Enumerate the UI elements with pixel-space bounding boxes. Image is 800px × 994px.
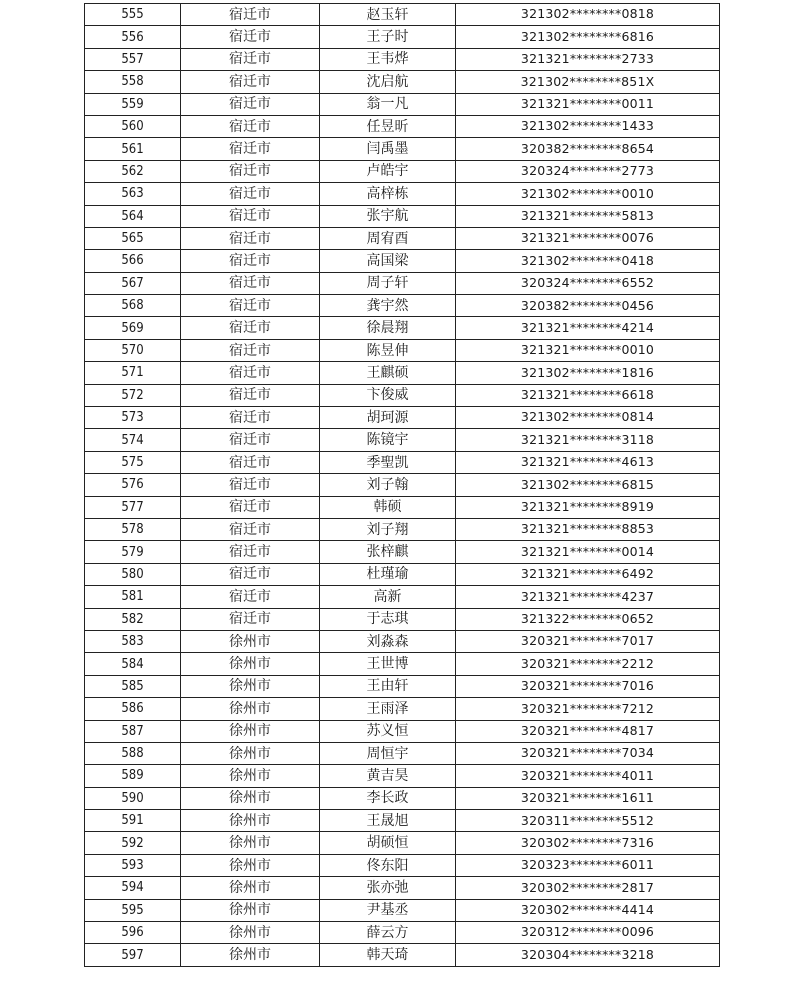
row-number-cell: 565	[85, 227, 181, 249]
person-name-cell: 周恒宇	[320, 742, 456, 764]
city-cell: 宿迁市	[181, 429, 320, 451]
person-name-cell: 王麒硕	[320, 362, 456, 384]
id-number-cell: 321302********1816	[456, 362, 720, 384]
table-row	[85, 384, 720, 406]
table-row	[85, 742, 720, 764]
table-row	[85, 317, 720, 339]
person-name-cell: 黄吉昊	[320, 765, 456, 787]
person-name-cell: 徐晨翔	[320, 317, 456, 339]
id-number-cell: 321321********4237	[456, 586, 720, 608]
person-name-cell: 陈镜宇	[320, 429, 456, 451]
id-number-cell: 320321********7034	[456, 742, 720, 764]
city-cell: 宿迁市	[181, 295, 320, 317]
city-cell: 宿迁市	[181, 451, 320, 473]
city-cell: 宿迁市	[181, 518, 320, 540]
table-row	[85, 630, 720, 652]
id-number-cell: 320324********6552	[456, 272, 720, 294]
row-number-cell: 566	[85, 250, 181, 272]
table-row	[85, 653, 720, 675]
city-cell: 宿迁市	[181, 26, 320, 48]
person-name-cell: 刘淼森	[320, 630, 456, 652]
person-name-cell: 周宥酉	[320, 227, 456, 249]
id-number-cell: 320321********2212	[456, 653, 720, 675]
id-number-cell: 321321********6618	[456, 384, 720, 406]
table-row	[85, 138, 720, 160]
table-row	[85, 563, 720, 585]
id-number-cell: 321321********0014	[456, 541, 720, 563]
table-row	[85, 608, 720, 630]
table-row	[85, 183, 720, 205]
id-number-cell: 320302********4414	[456, 899, 720, 921]
row-number-cell: 587	[85, 720, 181, 742]
row-number-cell: 578	[85, 518, 181, 540]
city-cell: 宿迁市	[181, 48, 320, 70]
city-cell: 宿迁市	[181, 362, 320, 384]
row-number-cell: 589	[85, 765, 181, 787]
row-number-cell: 579	[85, 541, 181, 563]
city-cell: 宿迁市	[181, 317, 320, 339]
person-name-cell: 张亦弛	[320, 877, 456, 899]
id-number-cell: 320323********6011	[456, 854, 720, 876]
table-row	[85, 71, 720, 93]
person-name-cell: 赵玉轩	[320, 4, 456, 26]
city-cell: 宿迁市	[181, 474, 320, 496]
person-name-cell: 尹基丞	[320, 899, 456, 921]
city-cell: 宿迁市	[181, 339, 320, 361]
person-name-cell: 翁一凡	[320, 93, 456, 115]
id-number-cell: 321302********0418	[456, 250, 720, 272]
person-name-cell: 闫禹墨	[320, 138, 456, 160]
city-cell: 徐州市	[181, 832, 320, 854]
id-number-cell: 321321********0076	[456, 227, 720, 249]
table-row	[85, 854, 720, 876]
id-number-cell: 320302********7316	[456, 832, 720, 854]
table-row	[85, 205, 720, 227]
row-number-cell: 555	[85, 4, 181, 26]
city-cell: 徐州市	[181, 675, 320, 697]
person-name-cell: 龚宇然	[320, 295, 456, 317]
roster-table	[84, 3, 720, 967]
id-number-cell: 321321********2733	[456, 48, 720, 70]
city-cell: 宿迁市	[181, 586, 320, 608]
id-number-cell: 321302********6816	[456, 26, 720, 48]
row-number-cell: 593	[85, 854, 181, 876]
table-row	[85, 339, 720, 361]
city-cell: 宿迁市	[181, 384, 320, 406]
id-number-cell: 320321********7212	[456, 698, 720, 720]
row-number-cell: 559	[85, 93, 181, 115]
person-name-cell: 刘子翰	[320, 474, 456, 496]
city-cell: 宿迁市	[181, 563, 320, 585]
person-name-cell: 王子时	[320, 26, 456, 48]
city-cell: 宿迁市	[181, 205, 320, 227]
person-name-cell: 王雨泽	[320, 698, 456, 720]
row-number-cell: 583	[85, 630, 181, 652]
person-name-cell: 高梓栋	[320, 183, 456, 205]
city-cell: 宿迁市	[181, 93, 320, 115]
roster-table-body	[85, 4, 720, 967]
city-cell: 宿迁市	[181, 138, 320, 160]
table-row	[85, 115, 720, 137]
table-row	[85, 362, 720, 384]
table-row	[85, 765, 720, 787]
id-number-cell: 321302********0010	[456, 183, 720, 205]
row-number-cell: 577	[85, 496, 181, 518]
row-number-cell: 592	[85, 832, 181, 854]
id-number-cell: 320324********2773	[456, 160, 720, 182]
city-cell: 宿迁市	[181, 272, 320, 294]
person-name-cell: 王韦烨	[320, 48, 456, 70]
id-number-cell: 321302********0818	[456, 4, 720, 26]
row-number-cell: 572	[85, 384, 181, 406]
row-number-cell: 571	[85, 362, 181, 384]
table-row	[85, 922, 720, 944]
table-row	[85, 899, 720, 921]
row-number-cell: 568	[85, 295, 181, 317]
id-number-cell: 320311********5512	[456, 810, 720, 832]
row-number-cell: 563	[85, 183, 181, 205]
person-name-cell: 薛云方	[320, 922, 456, 944]
city-cell: 宿迁市	[181, 608, 320, 630]
id-number-cell: 321321********8919	[456, 496, 720, 518]
row-number-cell: 581	[85, 586, 181, 608]
city-cell: 徐州市	[181, 944, 320, 966]
id-number-cell: 320321********4011	[456, 765, 720, 787]
city-cell: 徐州市	[181, 698, 320, 720]
id-number-cell: 321321********5813	[456, 205, 720, 227]
row-number-cell: 582	[85, 608, 181, 630]
table-row	[85, 272, 720, 294]
person-name-cell: 卢皓宇	[320, 160, 456, 182]
row-number-cell: 557	[85, 48, 181, 70]
id-number-cell: 321321********4214	[456, 317, 720, 339]
person-name-cell: 高国梁	[320, 250, 456, 272]
city-cell: 宿迁市	[181, 4, 320, 26]
id-number-cell: 321321********0011	[456, 93, 720, 115]
row-number-cell: 574	[85, 429, 181, 451]
id-number-cell: 321322********0652	[456, 608, 720, 630]
row-number-cell: 580	[85, 563, 181, 585]
id-number-cell: 320321********1611	[456, 787, 720, 809]
person-name-cell: 王世博	[320, 653, 456, 675]
row-number-cell: 584	[85, 653, 181, 675]
id-number-cell: 320321********4817	[456, 720, 720, 742]
city-cell: 徐州市	[181, 810, 320, 832]
city-cell: 徐州市	[181, 765, 320, 787]
person-name-cell: 王晟旭	[320, 810, 456, 832]
table-row	[85, 787, 720, 809]
table-row	[85, 295, 720, 317]
table-row	[85, 832, 720, 854]
table-row	[85, 250, 720, 272]
person-name-cell: 杜瑾瑜	[320, 563, 456, 585]
person-name-cell: 周子轩	[320, 272, 456, 294]
person-name-cell: 胡硕恒	[320, 832, 456, 854]
table-row	[85, 877, 720, 899]
city-cell: 徐州市	[181, 854, 320, 876]
person-name-cell: 佟东阳	[320, 854, 456, 876]
city-cell: 宿迁市	[181, 227, 320, 249]
city-cell: 宿迁市	[181, 250, 320, 272]
table-row	[85, 429, 720, 451]
row-number-cell: 556	[85, 26, 181, 48]
id-number-cell: 321321********6492	[456, 563, 720, 585]
row-number-cell: 597	[85, 944, 181, 966]
table-row	[85, 944, 720, 966]
city-cell: 宿迁市	[181, 115, 320, 137]
row-number-cell: 596	[85, 922, 181, 944]
city-cell: 宿迁市	[181, 496, 320, 518]
row-number-cell: 588	[85, 742, 181, 764]
person-name-cell: 胡珂源	[320, 407, 456, 429]
row-number-cell: 560	[85, 115, 181, 137]
person-name-cell: 任昱昕	[320, 115, 456, 137]
person-name-cell: 季聖凯	[320, 451, 456, 473]
city-cell: 徐州市	[181, 630, 320, 652]
person-name-cell: 王由轩	[320, 675, 456, 697]
city-cell: 徐州市	[181, 742, 320, 764]
table-row	[85, 675, 720, 697]
table-row	[85, 518, 720, 540]
table-row	[85, 474, 720, 496]
row-number-cell: 567	[85, 272, 181, 294]
id-number-cell: 320382********0456	[456, 295, 720, 317]
row-number-cell: 586	[85, 698, 181, 720]
row-number-cell: 562	[85, 160, 181, 182]
id-number-cell: 321302********1433	[456, 115, 720, 137]
table-row	[85, 496, 720, 518]
city-cell: 徐州市	[181, 922, 320, 944]
id-number-cell: 320321********7016	[456, 675, 720, 697]
city-cell: 徐州市	[181, 653, 320, 675]
row-number-cell: 573	[85, 407, 181, 429]
table-row	[85, 227, 720, 249]
row-number-cell: 570	[85, 339, 181, 361]
id-number-cell: 321302********851X	[456, 71, 720, 93]
row-number-cell: 564	[85, 205, 181, 227]
person-name-cell: 于志琪	[320, 608, 456, 630]
id-number-cell: 320321********7017	[456, 630, 720, 652]
table-row	[85, 4, 720, 26]
table-row	[85, 93, 720, 115]
row-number-cell: 575	[85, 451, 181, 473]
id-number-cell: 321321********4613	[456, 451, 720, 473]
row-number-cell: 595	[85, 899, 181, 921]
person-name-cell: 苏义恒	[320, 720, 456, 742]
person-name-cell: 张梓麒	[320, 541, 456, 563]
table-row	[85, 810, 720, 832]
person-name-cell: 李长政	[320, 787, 456, 809]
row-number-cell: 576	[85, 474, 181, 496]
person-name-cell: 刘子翔	[320, 518, 456, 540]
person-name-cell: 卞俊威	[320, 384, 456, 406]
id-number-cell: 321302********0814	[456, 407, 720, 429]
city-cell: 徐州市	[181, 899, 320, 921]
id-number-cell: 321321********8853	[456, 518, 720, 540]
person-name-cell: 陈昱伸	[320, 339, 456, 361]
id-number-cell: 321321********3118	[456, 429, 720, 451]
id-number-cell: 320382********8654	[456, 138, 720, 160]
city-cell: 徐州市	[181, 877, 320, 899]
row-number-cell: 558	[85, 71, 181, 93]
person-name-cell: 沈启航	[320, 71, 456, 93]
person-name-cell: 韩天琦	[320, 944, 456, 966]
city-cell: 宿迁市	[181, 71, 320, 93]
city-cell: 宿迁市	[181, 160, 320, 182]
row-number-cell: 594	[85, 877, 181, 899]
id-number-cell: 320304********3218	[456, 944, 720, 966]
row-number-cell: 561	[85, 138, 181, 160]
city-cell: 宿迁市	[181, 407, 320, 429]
table-row	[85, 720, 720, 742]
table-row	[85, 407, 720, 429]
id-number-cell: 320312********0096	[456, 922, 720, 944]
city-cell: 宿迁市	[181, 183, 320, 205]
row-number-cell: 590	[85, 787, 181, 809]
city-cell: 徐州市	[181, 787, 320, 809]
table-row	[85, 541, 720, 563]
row-number-cell: 585	[85, 675, 181, 697]
id-number-cell: 321302********6815	[456, 474, 720, 496]
person-name-cell: 韩硕	[320, 496, 456, 518]
city-cell: 宿迁市	[181, 541, 320, 563]
table-row	[85, 698, 720, 720]
row-number-cell: 569	[85, 317, 181, 339]
table-row	[85, 26, 720, 48]
table-row	[85, 160, 720, 182]
row-number-cell: 591	[85, 810, 181, 832]
table-row	[85, 586, 720, 608]
person-name-cell: 高新	[320, 586, 456, 608]
person-name-cell: 张宇航	[320, 205, 456, 227]
id-number-cell: 320302********2817	[456, 877, 720, 899]
table-row	[85, 48, 720, 70]
table-row	[85, 451, 720, 473]
id-number-cell: 321321********0010	[456, 339, 720, 361]
city-cell: 徐州市	[181, 720, 320, 742]
